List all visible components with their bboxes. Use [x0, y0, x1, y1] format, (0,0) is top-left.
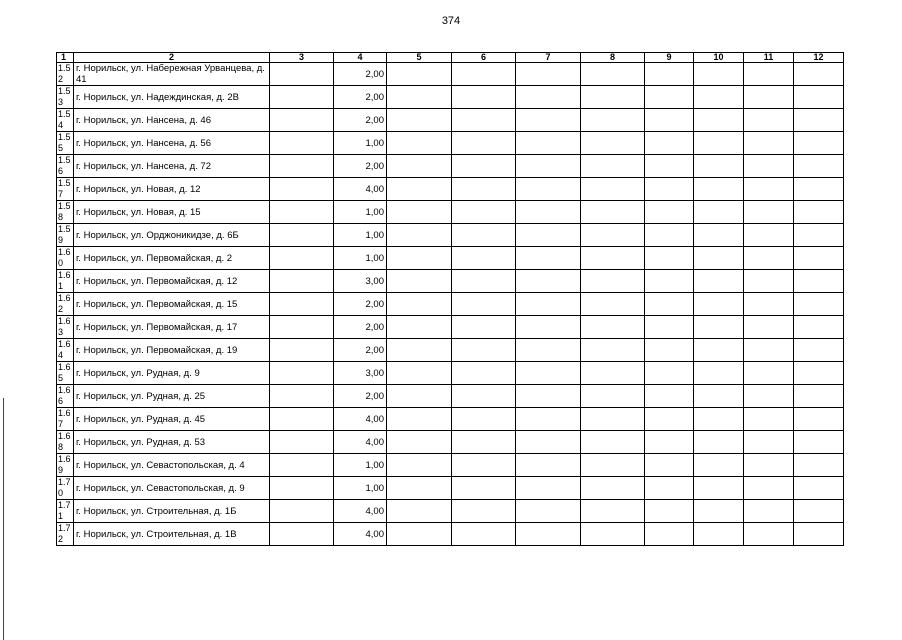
- empty-cell: [387, 86, 452, 109]
- empty-cell: [645, 431, 694, 454]
- table-row: [57, 155, 844, 178]
- value-cell: 2,00: [334, 86, 387, 109]
- empty-cell: [516, 316, 581, 339]
- table-row: [57, 477, 844, 500]
- empty-cell: [581, 109, 645, 132]
- empty-cell: [387, 109, 452, 132]
- empty-cell: [744, 293, 794, 316]
- empty-cell: [794, 431, 844, 454]
- empty-cell: [516, 270, 581, 293]
- empty-cell: [516, 339, 581, 362]
- empty-cell: [581, 408, 645, 431]
- column-header-12: 12: [794, 53, 844, 63]
- value-cell: 1,00: [334, 247, 387, 270]
- address-cell: г. Норильск, ул. Нансена, д. 72: [74, 155, 270, 178]
- empty-cell: [270, 454, 334, 477]
- value-cell: 3,00: [334, 362, 387, 385]
- data-table: [56, 52, 844, 546]
- page-number: 374: [441, 15, 461, 27]
- empty-cell: [694, 270, 744, 293]
- row-number: 1.53: [57, 86, 74, 109]
- empty-cell: [387, 362, 452, 385]
- table-row: [57, 500, 844, 523]
- column-header-3: 3: [270, 53, 334, 63]
- empty-cell: [694, 293, 744, 316]
- address-cell: г. Норильск, ул. Нансена, д. 56: [74, 132, 270, 155]
- empty-cell: [452, 477, 516, 500]
- value-cell: 4,00: [334, 523, 387, 546]
- empty-cell: [744, 132, 794, 155]
- empty-cell: [794, 500, 844, 523]
- empty-cell: [694, 155, 744, 178]
- empty-cell: [744, 454, 794, 477]
- empty-cell: [694, 316, 744, 339]
- empty-cell: [270, 293, 334, 316]
- empty-cell: [516, 500, 581, 523]
- empty-cell: [452, 454, 516, 477]
- table-row: [57, 63, 844, 86]
- row-number: 1.62: [57, 293, 74, 316]
- empty-cell: [694, 339, 744, 362]
- row-number: 1.70: [57, 477, 74, 500]
- empty-cell: [452, 201, 516, 224]
- address-cell: г. Норильск, ул. Первомайская, д. 17: [74, 316, 270, 339]
- empty-cell: [387, 316, 452, 339]
- table-row: [57, 316, 844, 339]
- empty-cell: [645, 523, 694, 546]
- empty-cell: [516, 385, 581, 408]
- empty-cell: [581, 431, 645, 454]
- address-cell: г. Норильск, ул. Рудная, д. 25: [74, 385, 270, 408]
- value-cell: 3,00: [334, 270, 387, 293]
- empty-cell: [270, 63, 334, 86]
- table-row: [57, 201, 844, 224]
- empty-cell: [744, 201, 794, 224]
- empty-cell: [581, 293, 645, 316]
- value-cell: 1,00: [334, 454, 387, 477]
- empty-cell: [645, 454, 694, 477]
- empty-cell: [452, 86, 516, 109]
- header-row: [57, 53, 844, 63]
- empty-cell: [581, 500, 645, 523]
- address-cell: г. Норильск, ул. Первомайская, д. 12: [74, 270, 270, 293]
- empty-cell: [645, 477, 694, 500]
- empty-cell: [581, 523, 645, 546]
- empty-cell: [794, 109, 844, 132]
- empty-cell: [694, 178, 744, 201]
- table-row: [57, 247, 844, 270]
- empty-cell: [744, 385, 794, 408]
- column-header-5: 5: [387, 53, 452, 63]
- empty-cell: [744, 178, 794, 201]
- empty-cell: [694, 109, 744, 132]
- address-cell: г. Норильск, ул. Новая, д. 12: [74, 178, 270, 201]
- empty-cell: [744, 224, 794, 247]
- table-row: [57, 523, 844, 546]
- empty-cell: [794, 408, 844, 431]
- empty-cell: [270, 523, 334, 546]
- empty-cell: [452, 270, 516, 293]
- empty-cell: [516, 224, 581, 247]
- empty-cell: [694, 454, 744, 477]
- address-cell: г. Норильск, ул. Рудная, д. 45: [74, 408, 270, 431]
- column-header-8: 8: [581, 53, 645, 63]
- table-row: [57, 385, 844, 408]
- column-header-11: 11: [744, 53, 794, 63]
- row-number: 1.54: [57, 109, 74, 132]
- row-number: 1.72: [57, 523, 74, 546]
- empty-cell: [694, 63, 744, 86]
- row-number: 1.65: [57, 362, 74, 385]
- empty-cell: [581, 132, 645, 155]
- empty-cell: [516, 247, 581, 270]
- empty-cell: [694, 408, 744, 431]
- empty-cell: [452, 431, 516, 454]
- empty-cell: [645, 500, 694, 523]
- column-header-4: 4: [334, 53, 387, 63]
- empty-cell: [645, 178, 694, 201]
- empty-cell: [387, 155, 452, 178]
- empty-cell: [270, 431, 334, 454]
- empty-cell: [516, 178, 581, 201]
- empty-cell: [581, 362, 645, 385]
- empty-cell: [581, 385, 645, 408]
- row-number: 1.71: [57, 500, 74, 523]
- value-cell: 2,00: [334, 339, 387, 362]
- empty-cell: [516, 408, 581, 431]
- row-number: 1.56: [57, 155, 74, 178]
- empty-cell: [270, 385, 334, 408]
- empty-cell: [645, 316, 694, 339]
- address-cell: г. Норильск, ул. Новая, д. 15: [74, 201, 270, 224]
- table-row: [57, 178, 844, 201]
- empty-cell: [387, 477, 452, 500]
- empty-cell: [694, 224, 744, 247]
- empty-cell: [744, 270, 794, 293]
- empty-cell: [581, 86, 645, 109]
- table-body: [57, 63, 844, 546]
- empty-cell: [387, 385, 452, 408]
- empty-cell: [645, 201, 694, 224]
- empty-cell: [516, 132, 581, 155]
- empty-cell: [387, 247, 452, 270]
- empty-cell: [744, 86, 794, 109]
- empty-cell: [694, 362, 744, 385]
- empty-cell: [794, 224, 844, 247]
- row-number: 1.52: [57, 63, 74, 86]
- empty-cell: [452, 224, 516, 247]
- empty-cell: [452, 155, 516, 178]
- empty-cell: [581, 224, 645, 247]
- address-cell: г. Норильск, ул. Рудная, д. 53: [74, 431, 270, 454]
- empty-cell: [645, 293, 694, 316]
- empty-cell: [387, 224, 452, 247]
- row-number: 1.60: [57, 247, 74, 270]
- empty-cell: [645, 270, 694, 293]
- table-row: [57, 431, 844, 454]
- address-cell: г. Норильск, ул. Строительная, д. 1В: [74, 523, 270, 546]
- address-cell: г. Норильск, ул. Севастопольская, д. 9: [74, 477, 270, 500]
- empty-cell: [694, 132, 744, 155]
- column-header-1: 1: [57, 53, 74, 63]
- row-number: 1.61: [57, 270, 74, 293]
- value-cell: 2,00: [334, 316, 387, 339]
- empty-cell: [794, 155, 844, 178]
- empty-cell: [645, 339, 694, 362]
- empty-cell: [270, 224, 334, 247]
- empty-cell: [387, 408, 452, 431]
- table-row: [57, 454, 844, 477]
- empty-cell: [516, 109, 581, 132]
- empty-cell: [581, 63, 645, 86]
- empty-cell: [270, 316, 334, 339]
- row-number: 1.58: [57, 201, 74, 224]
- empty-cell: [744, 316, 794, 339]
- empty-cell: [270, 201, 334, 224]
- empty-cell: [794, 178, 844, 201]
- table-row: [57, 293, 844, 316]
- empty-cell: [794, 339, 844, 362]
- empty-cell: [581, 247, 645, 270]
- value-cell: 2,00: [334, 63, 387, 86]
- empty-cell: [694, 385, 744, 408]
- empty-cell: [452, 63, 516, 86]
- value-cell: 1,00: [334, 477, 387, 500]
- empty-cell: [794, 247, 844, 270]
- empty-cell: [452, 178, 516, 201]
- empty-cell: [694, 500, 744, 523]
- empty-cell: [581, 316, 645, 339]
- column-header-10: 10: [694, 53, 744, 63]
- empty-cell: [387, 178, 452, 201]
- empty-cell: [581, 339, 645, 362]
- empty-cell: [516, 454, 581, 477]
- value-cell: 1,00: [334, 132, 387, 155]
- table-header: [57, 53, 844, 63]
- empty-cell: [694, 431, 744, 454]
- empty-cell: [744, 523, 794, 546]
- address-cell: г. Норильск, ул. Рудная, д. 9: [74, 362, 270, 385]
- empty-cell: [270, 247, 334, 270]
- table-row: [57, 408, 844, 431]
- empty-cell: [794, 63, 844, 86]
- empty-cell: [744, 247, 794, 270]
- address-cell: г. Норильск, ул. Нансена, д. 46: [74, 109, 270, 132]
- empty-cell: [794, 293, 844, 316]
- empty-cell: [270, 132, 334, 155]
- empty-cell: [516, 86, 581, 109]
- empty-cell: [452, 247, 516, 270]
- empty-cell: [387, 63, 452, 86]
- empty-cell: [452, 523, 516, 546]
- empty-cell: [744, 477, 794, 500]
- empty-cell: [270, 408, 334, 431]
- empty-cell: [581, 454, 645, 477]
- empty-cell: [452, 362, 516, 385]
- address-cell: г. Норильск, ул. Орджоникидзе, д. 6Б: [74, 224, 270, 247]
- empty-cell: [645, 63, 694, 86]
- empty-cell: [794, 523, 844, 546]
- empty-cell: [581, 155, 645, 178]
- empty-cell: [744, 408, 794, 431]
- value-cell: 4,00: [334, 408, 387, 431]
- table-row: [57, 224, 844, 247]
- row-number: 1.68: [57, 431, 74, 454]
- row-number: 1.66: [57, 385, 74, 408]
- empty-cell: [516, 293, 581, 316]
- empty-cell: [516, 63, 581, 86]
- empty-cell: [744, 362, 794, 385]
- empty-cell: [794, 362, 844, 385]
- empty-cell: [270, 500, 334, 523]
- address-cell: г. Норильск, ул. Строительная, д. 1Б: [74, 500, 270, 523]
- empty-cell: [794, 270, 844, 293]
- empty-cell: [744, 63, 794, 86]
- empty-cell: [645, 362, 694, 385]
- empty-cell: [694, 247, 744, 270]
- empty-cell: [794, 132, 844, 155]
- value-cell: 2,00: [334, 293, 387, 316]
- address-cell: г. Норильск, ул. Первомайская, д. 19: [74, 339, 270, 362]
- value-cell: 1,00: [334, 201, 387, 224]
- empty-cell: [645, 385, 694, 408]
- empty-cell: [794, 86, 844, 109]
- margin-rule: [3, 398, 4, 640]
- empty-cell: [452, 500, 516, 523]
- empty-cell: [270, 270, 334, 293]
- empty-cell: [645, 408, 694, 431]
- empty-cell: [516, 431, 581, 454]
- row-number: 1.64: [57, 339, 74, 362]
- column-header-9: 9: [645, 53, 694, 63]
- empty-cell: [452, 408, 516, 431]
- empty-cell: [645, 155, 694, 178]
- empty-cell: [452, 339, 516, 362]
- column-header-6: 6: [452, 53, 516, 63]
- value-cell: 2,00: [334, 385, 387, 408]
- empty-cell: [744, 500, 794, 523]
- empty-cell: [694, 86, 744, 109]
- empty-cell: [270, 339, 334, 362]
- empty-cell: [744, 431, 794, 454]
- empty-cell: [516, 155, 581, 178]
- table-row: [57, 270, 844, 293]
- empty-cell: [270, 477, 334, 500]
- table-row: [57, 109, 844, 132]
- value-cell: 4,00: [334, 431, 387, 454]
- empty-cell: [452, 293, 516, 316]
- table-row: [57, 132, 844, 155]
- row-number: 1.59: [57, 224, 74, 247]
- table-row: [57, 86, 844, 109]
- empty-cell: [516, 362, 581, 385]
- empty-cell: [645, 247, 694, 270]
- empty-cell: [387, 293, 452, 316]
- empty-cell: [581, 270, 645, 293]
- value-cell: 2,00: [334, 109, 387, 132]
- empty-cell: [270, 155, 334, 178]
- empty-cell: [516, 477, 581, 500]
- empty-cell: [744, 109, 794, 132]
- row-number: 1.69: [57, 454, 74, 477]
- empty-cell: [645, 132, 694, 155]
- empty-cell: [270, 109, 334, 132]
- empty-cell: [794, 201, 844, 224]
- address-cell: г. Норильск, ул. Набережная Урванцева, д. 41: [74, 63, 270, 86]
- empty-cell: [794, 385, 844, 408]
- row-number: 1.67: [57, 408, 74, 431]
- address-cell: г. Норильск, ул. Первомайская, д. 2: [74, 247, 270, 270]
- empty-cell: [744, 155, 794, 178]
- row-number: 1.63: [57, 316, 74, 339]
- empty-cell: [794, 477, 844, 500]
- empty-cell: [452, 109, 516, 132]
- empty-cell: [694, 201, 744, 224]
- address-cell: г. Норильск, ул. Надеждинская, д. 2В: [74, 86, 270, 109]
- column-header-2: 2: [74, 53, 270, 63]
- empty-cell: [387, 339, 452, 362]
- row-number: 1.57: [57, 178, 74, 201]
- address-cell: г. Норильск, ул. Севастопольская, д. 4: [74, 454, 270, 477]
- empty-cell: [270, 362, 334, 385]
- empty-cell: [794, 454, 844, 477]
- empty-cell: [452, 385, 516, 408]
- empty-cell: [744, 339, 794, 362]
- value-cell: 1,00: [334, 224, 387, 247]
- empty-cell: [387, 523, 452, 546]
- value-cell: 4,00: [334, 178, 387, 201]
- empty-cell: [694, 523, 744, 546]
- empty-cell: [270, 178, 334, 201]
- table-row: [57, 339, 844, 362]
- empty-cell: [694, 477, 744, 500]
- empty-cell: [387, 500, 452, 523]
- empty-cell: [516, 201, 581, 224]
- empty-cell: [794, 316, 844, 339]
- empty-cell: [387, 201, 452, 224]
- empty-cell: [581, 178, 645, 201]
- empty-cell: [387, 132, 452, 155]
- empty-cell: [645, 224, 694, 247]
- value-cell: 4,00: [334, 500, 387, 523]
- empty-cell: [387, 431, 452, 454]
- value-cell: 2,00: [334, 155, 387, 178]
- table-row: [57, 362, 844, 385]
- empty-cell: [452, 316, 516, 339]
- empty-cell: [387, 270, 452, 293]
- column-header-7: 7: [516, 53, 581, 63]
- empty-cell: [581, 201, 645, 224]
- empty-cell: [387, 454, 452, 477]
- empty-cell: [645, 86, 694, 109]
- row-number: 1.55: [57, 132, 74, 155]
- empty-cell: [270, 86, 334, 109]
- empty-cell: [645, 109, 694, 132]
- empty-cell: [516, 523, 581, 546]
- address-cell: г. Норильск, ул. Первомайская, д. 15: [74, 293, 270, 316]
- empty-cell: [452, 132, 516, 155]
- empty-cell: [581, 477, 645, 500]
